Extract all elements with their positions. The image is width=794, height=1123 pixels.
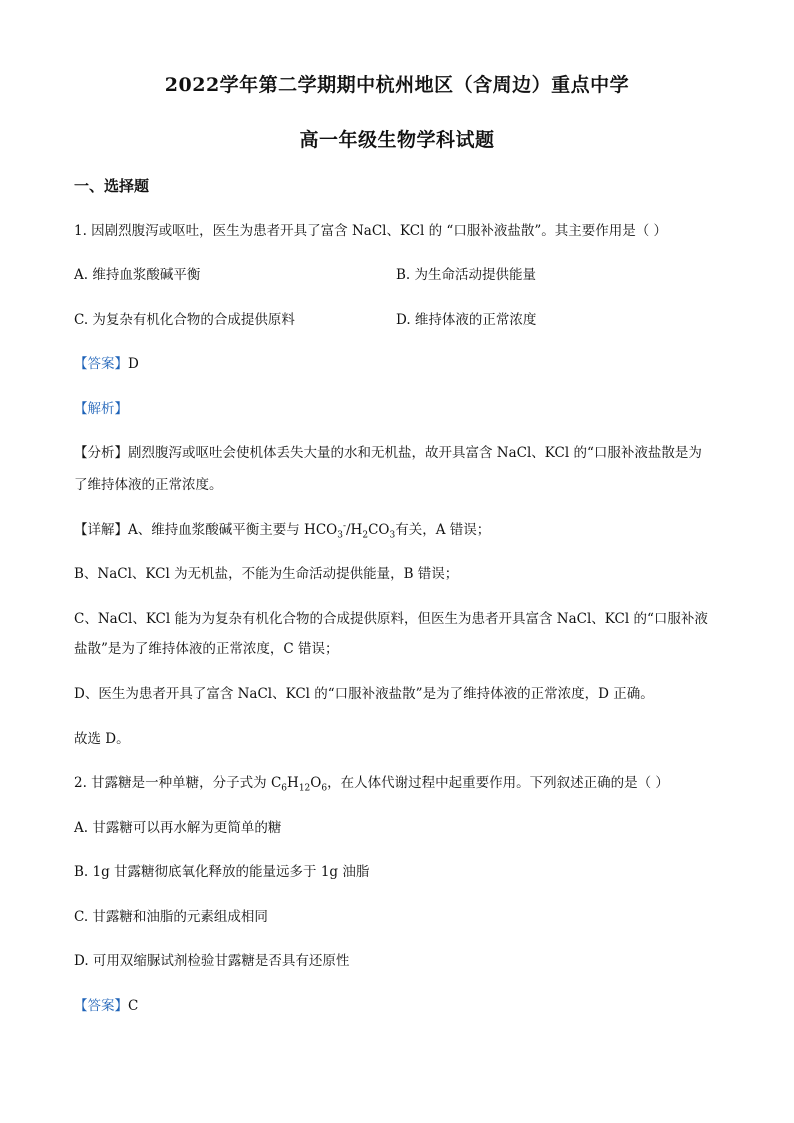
subscript: 6 xyxy=(321,783,328,794)
question-1-fenxi-line-2: 了维持体液的正常浓度。 xyxy=(74,477,223,493)
question-2-option-c: C. 甘露糖和油脂的元素组成相同 xyxy=(74,909,268,925)
question-1-option-b: B. 为生命活动提供能量 xyxy=(396,267,537,283)
xiangjie-tag: 【详解】 xyxy=(74,522,128,538)
subscript: 2 xyxy=(362,530,369,541)
question-1-analysis-heading xyxy=(74,399,128,419)
question-1-option-c: C. 为复杂有机化合物的合成提供原料 xyxy=(74,312,295,328)
question-2-option-b: B. 1g 甘露糖彻底氧化释放的能量远多于 1g 油脂 xyxy=(74,864,370,880)
section-heading: 一、选择题 xyxy=(74,177,150,195)
question-1-xiangjie-d: D、医生为患者开具了富含 NaCl、KCl 的“口服补液盐散”是为了维持体液的正常浓度，D 正确。 xyxy=(74,686,654,702)
subscript: 3 xyxy=(337,530,343,541)
answer-value: C xyxy=(128,998,139,1014)
subscript: 6 xyxy=(281,783,288,794)
question-2-stem xyxy=(74,773,669,793)
question-1-answer xyxy=(74,354,139,374)
answer-tag: 【答案】 xyxy=(74,356,128,372)
subscript: 12 xyxy=(298,783,311,794)
exam-title: 2022学年第二学期期中杭州地区（含周边）重点中学 xyxy=(164,74,630,96)
xiangjie-text: 有关，A 错误； xyxy=(395,522,491,538)
stem-text: H xyxy=(287,775,299,791)
question-1-xiangjie-a xyxy=(74,520,490,540)
stem-text: 2. 甘露糖是一种单糖，分子式为 C xyxy=(74,775,282,791)
xiangjie-text: /H xyxy=(346,522,363,538)
question-1-fenxi-line-1 xyxy=(74,443,702,463)
answer-value: D xyxy=(128,356,139,372)
question-2-option-d: D. 可用双缩脲试剂检验甘露糖是否具有还原性 xyxy=(74,953,350,969)
analysis-tag: 【解析】 xyxy=(74,401,128,417)
question-1-option-d: D. 维持体液的正常浓度 xyxy=(396,312,537,328)
xiangjie-text: CO xyxy=(368,522,390,538)
fenxi-tag: 【分析】 xyxy=(74,445,128,461)
answer-tag: 【答案】 xyxy=(74,998,128,1014)
question-1-stem: 1. 因剧烈腹泻或呕吐，医生为患者开具了富含 NaCl、KCl 的 “口服补液盐散”。其主要作用是（ ） xyxy=(74,223,668,239)
stem-text: ，在人体代谢过程中起重要作用。下列叙述正确的是（ ） xyxy=(327,775,669,791)
exam-subtitle: 高一年级生物学科试题 xyxy=(299,129,495,151)
subscript: 3 xyxy=(389,530,396,541)
question-2-option-a: A. 甘露糖可以再水解为更简单的糖 xyxy=(74,820,282,836)
xiangjie-text: A、维持血浆酸碱平衡主要与 HCO xyxy=(128,522,338,538)
superscript: - xyxy=(342,521,346,532)
question-1-xiangjie-b: B、NaCl、KCl 为无机盐，不能为生命活动提供能量，B 错误； xyxy=(74,566,459,582)
question-1-option-a: A. 维持血浆酸碱平衡 xyxy=(74,267,201,283)
question-1-xiangjie-c-2: 盐散”是为了维持体液的正常浓度，C 错误； xyxy=(74,641,339,657)
stem-text: O xyxy=(310,775,322,791)
question-1-xiangjie-c-1: C、NaCl、KCl 能为为复杂有机化合物的合成提供原料，但医生为患者开具富含 NaCl、KCl 的“口服补液 xyxy=(74,611,708,627)
question-2-answer xyxy=(74,996,138,1016)
question-1-conclusion: 故选 D。 xyxy=(74,731,130,747)
fenxi-text: 剧烈腹泻或呕吐会使机体丢失大量的水和无机盐，故开具富含 NaCl、KCl 的“口服补液盐散是为 xyxy=(128,445,702,461)
